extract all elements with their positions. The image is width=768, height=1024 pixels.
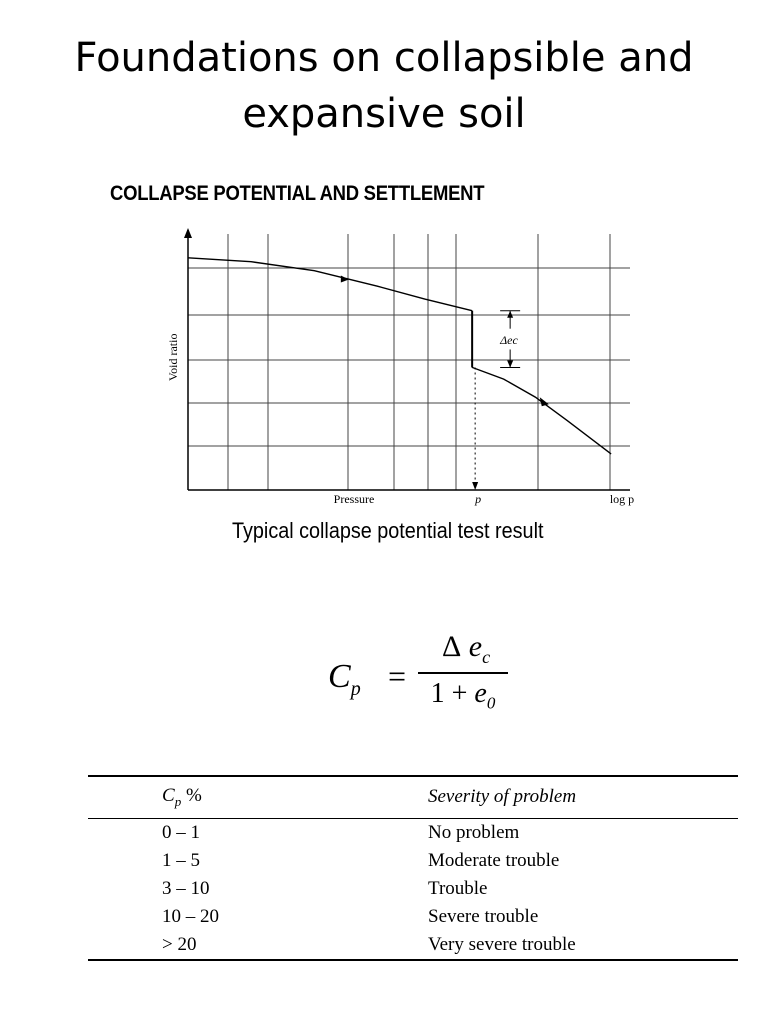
figure-caption: Typical collapse potential test result bbox=[232, 518, 544, 543]
severity: Severe trouble bbox=[428, 905, 539, 927]
formula-lhs: $C_p$ bbox=[328, 658, 361, 700]
chart-marks bbox=[188, 258, 611, 490]
formula-numerator: Δ $e_c$ bbox=[441, 630, 491, 667]
header-cp-percent: $C_p$ % bbox=[88, 776, 418, 818]
table-row bbox=[88, 931, 738, 960]
pressure-p-arrow bbox=[472, 482, 478, 490]
curve-arrow bbox=[540, 397, 549, 406]
chart-grid bbox=[188, 234, 630, 490]
curve-after-collapse bbox=[472, 367, 611, 454]
severity: Trouble bbox=[428, 877, 488, 899]
formula-fraction-bar bbox=[418, 672, 508, 674]
delta-ec-label: Δec bbox=[500, 333, 518, 348]
delta-ec-up-arrow bbox=[507, 311, 513, 318]
formula-denominator: $1 + e_0$ bbox=[430, 678, 496, 713]
chart-labels bbox=[166, 333, 634, 506]
x-tick-label-p: p bbox=[475, 492, 482, 506]
table-header-row bbox=[88, 776, 738, 818]
table-row bbox=[88, 903, 738, 931]
x-tick-label-log-p: log p bbox=[609, 492, 635, 506]
table-row bbox=[88, 818, 738, 847]
curve-before-collapse bbox=[188, 258, 472, 311]
cp-range: 0 – 1 bbox=[162, 821, 200, 843]
cp-range: 1 – 5 bbox=[162, 849, 200, 871]
table-row bbox=[88, 847, 738, 875]
y-axis-arrow bbox=[184, 228, 192, 238]
slide-title bbox=[0, 30, 768, 142]
slide-title-line-2: expansive soil bbox=[242, 91, 526, 137]
formula-equals: = bbox=[388, 658, 407, 694]
severity: Very severe trouble bbox=[428, 933, 576, 955]
collapse-potential-chart bbox=[150, 220, 650, 515]
figure-heading: COLLAPSE POTENTIAL AND SETTLEMENT bbox=[110, 182, 485, 205]
cp-range: 10 – 20 bbox=[162, 905, 219, 927]
cp-range: > 20 bbox=[162, 933, 197, 955]
slide-title-line-1: Foundations on collapsible and bbox=[74, 35, 694, 81]
table-row bbox=[88, 875, 738, 903]
collapse-potential-formula bbox=[328, 628, 528, 718]
chart-axes bbox=[184, 228, 630, 490]
x-axis-label: Pressure bbox=[333, 492, 375, 506]
y-axis-label: Void ratio bbox=[166, 333, 180, 381]
delta-ec-down-arrow bbox=[507, 360, 513, 367]
severity-table bbox=[88, 775, 738, 961]
severity: Moderate trouble bbox=[428, 849, 560, 871]
severity: No problem bbox=[428, 821, 520, 843]
header-severity: Severity of problem bbox=[418, 776, 738, 818]
cp-range: 3 – 10 bbox=[162, 877, 210, 899]
